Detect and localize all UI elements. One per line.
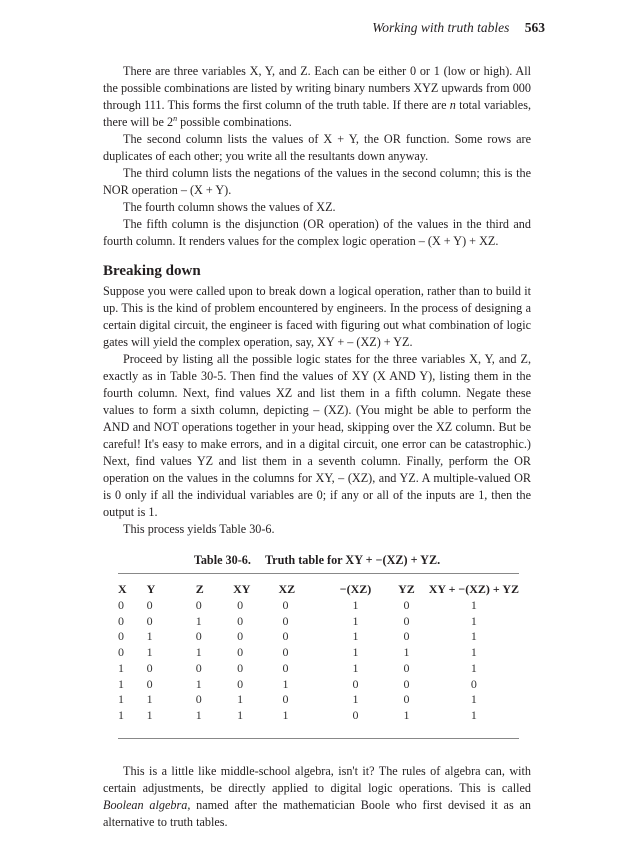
paragraph: The fourth column shows the values of XZ. <box>123 200 336 214</box>
table-header-row <box>118 581 519 598</box>
table-cell: 0 <box>237 676 244 691</box>
table-cell: 1 <box>146 692 153 707</box>
section-text <box>103 283 531 538</box>
table-cell: 0 <box>146 613 153 628</box>
running-title: Working with truth tables <box>372 20 510 35</box>
table-cell: 1 <box>470 598 477 612</box>
text-run: There are three variables X, Y, and Z. Each can be either 0 or 1 (low or high). All the possible combinations are listed by writing binary numbers XYZ upwards from 000 through 111. This forms the first column of the truth table. If there are <box>103 64 531 112</box>
table-cell: 0 <box>352 676 359 691</box>
table-cell: 1 <box>195 676 202 691</box>
paragraph <box>103 763 531 831</box>
column-header: XY <box>233 582 251 596</box>
table-cell: 1 <box>195 707 202 722</box>
table-cell: 1 <box>146 707 153 722</box>
table-cell: 0 <box>237 645 244 660</box>
table-cell: 1 <box>470 707 477 722</box>
table-cell: 0 <box>146 676 153 691</box>
truth-table <box>118 581 519 724</box>
column-header: XZ <box>278 582 296 596</box>
table-cell: 0 <box>282 645 289 660</box>
table-cell: 0 <box>352 707 359 722</box>
table-cell: 1 <box>118 676 124 691</box>
table-cell: 0 <box>118 598 124 612</box>
table-cell: 1 <box>470 629 477 644</box>
table-cell: 1 <box>470 660 477 675</box>
table-cell: 1 <box>352 613 359 628</box>
table-cell: 0 <box>195 660 202 675</box>
paragraph: The third column lists the negations of the values in the second column; this is the NOR operation – (X + Y). <box>103 166 531 197</box>
table-cell: 0 <box>470 676 477 691</box>
table-cell: 1 <box>352 660 359 675</box>
table-caption <box>103 552 531 568</box>
table-cell: 0 <box>403 660 410 675</box>
paragraph: Suppose you were called upon to break down a logical operation, rather than to build it up. This is the kind of problem encountered by engineers. In the process of designing a certain digital circuit, the engineer is faced with figuring out what combination of logic gates will yield the complex operation, say, XY + – (XZ) + YZ. <box>103 284 531 349</box>
paragraph: Proceed by listing all the possible logic states for the three variables X, Y, and Z, exactly as in Table 30-5. Then find the values of XY (X AND Y), listing them in the fourth column. Next, find values XZ and list them in a fifth column. Negate these values to form a sixth column, depicting – (XZ). (You might be able to perform the AND and NOT operations together in your head, skipping over the XZ column. But be careful! It's easy to make errors, and in a digital circuit, one error can be catastrophic.) Next, find values YZ and list them in a seventh column. Finally, perform the OR operation on the values in the columns for XY, – (XZ), and YZ. A multiple-valued OR is 0 only if all the individual variables are 0; if any or all of the inputs are 1, then the output is 1. <box>103 352 531 519</box>
table-cell: 1 <box>237 707 244 722</box>
table-cell: 0 <box>237 613 244 628</box>
table-cell: 1 <box>470 692 477 707</box>
table-cell: 1 <box>352 692 359 707</box>
table-cell: 0 <box>403 676 410 691</box>
table-row <box>118 614 519 630</box>
table-frame <box>118 573 519 739</box>
table-cell: 0 <box>237 660 244 675</box>
paragraph: The fifth column is the disjunction (OR operation) of the values in the third and fourth column. It renders values for the complex logic operation – (X + Y) + XZ. <box>103 217 531 248</box>
variable-n: n <box>449 98 456 112</box>
table-cell: 1 <box>237 692 244 707</box>
text-run: possible combinations. <box>177 115 292 129</box>
table-row <box>118 598 519 614</box>
table-title: Truth table for XY + −(XZ) + YZ. <box>264 553 441 567</box>
paragraph: This process yields Table 30-6. <box>123 522 275 536</box>
table-cell: 1 <box>282 676 289 691</box>
text-run: This is a little like middle-school algebra, isn't it? The rules of algebra can, with certain adjustments, be directly applied to digital logic operations. This is called <box>103 763 531 795</box>
emphasis: Boolean algebra, <box>103 797 191 812</box>
closing-text <box>103 763 531 831</box>
paragraph: The second column lists the values of X + Y, the OR function. Some rows are duplicates of each other; you write all the resultants down anyway. <box>103 132 531 163</box>
table-cell: 0 <box>146 598 153 612</box>
text-run: total variables, there will be 2 <box>103 98 531 129</box>
table-cell: 0 <box>237 629 244 644</box>
table-row <box>118 708 519 724</box>
intro-text <box>103 63 531 250</box>
table-cell: 0 <box>282 660 289 675</box>
table-cell: 0 <box>237 598 244 612</box>
table-cell: 0 <box>195 692 202 707</box>
table-cell: 1 <box>146 629 153 644</box>
table-cell: 0 <box>403 629 410 644</box>
table-cell: 1 <box>118 660 124 675</box>
table-cell: 0 <box>195 629 202 644</box>
column-header: XY + −(XZ) + YZ <box>428 582 519 596</box>
table-cell: 0 <box>146 660 153 675</box>
table-cell: 1 <box>470 613 477 628</box>
page-number: 563 <box>524 20 545 35</box>
table-cell: 1 <box>118 707 124 722</box>
table-cell: 0 <box>118 613 124 628</box>
running-header <box>103 19 545 37</box>
text-run: named after the mathematician Boole who first devised it as an alternative to truth tables. <box>103 797 531 829</box>
table-row <box>118 629 519 645</box>
table-label: Table 30-6. <box>193 553 251 567</box>
table-row <box>118 661 519 677</box>
table-cell: 1 <box>146 645 153 660</box>
section-heading: Breaking down <box>103 263 201 279</box>
table-cell: 0 <box>282 629 289 644</box>
table-cell: 0 <box>195 598 202 612</box>
table-cell: 0 <box>282 598 289 612</box>
table-cell: 1 <box>403 707 410 722</box>
table-row <box>118 692 519 708</box>
column-header: Z <box>195 582 204 596</box>
column-header: Y <box>146 582 156 596</box>
exponent: n <box>173 113 178 123</box>
table-cell: 0 <box>282 692 289 707</box>
column-header: YZ <box>398 582 415 596</box>
column-header: X <box>118 582 127 596</box>
table-row <box>118 645 519 661</box>
table-cell: 1 <box>352 645 359 660</box>
table-cell: 0 <box>403 598 410 612</box>
table-cell: 0 <box>118 629 124 644</box>
table-cell: 1 <box>118 692 124 707</box>
table-cell: 0 <box>403 692 410 707</box>
table-cell: 1 <box>195 613 202 628</box>
table-cell: 1 <box>403 645 410 660</box>
table-cell: 0 <box>282 613 289 628</box>
table-row <box>118 677 519 693</box>
paragraph <box>103 63 531 131</box>
column-header: −(XZ) <box>339 582 372 596</box>
table-cell: 1 <box>352 629 359 644</box>
table-cell: 1 <box>195 645 202 660</box>
table-cell: 1 <box>282 707 289 722</box>
table-cell: 1 <box>352 598 359 612</box>
table-cell: 0 <box>118 645 124 660</box>
table-cell: 1 <box>470 645 477 660</box>
table-cell: 0 <box>403 613 410 628</box>
